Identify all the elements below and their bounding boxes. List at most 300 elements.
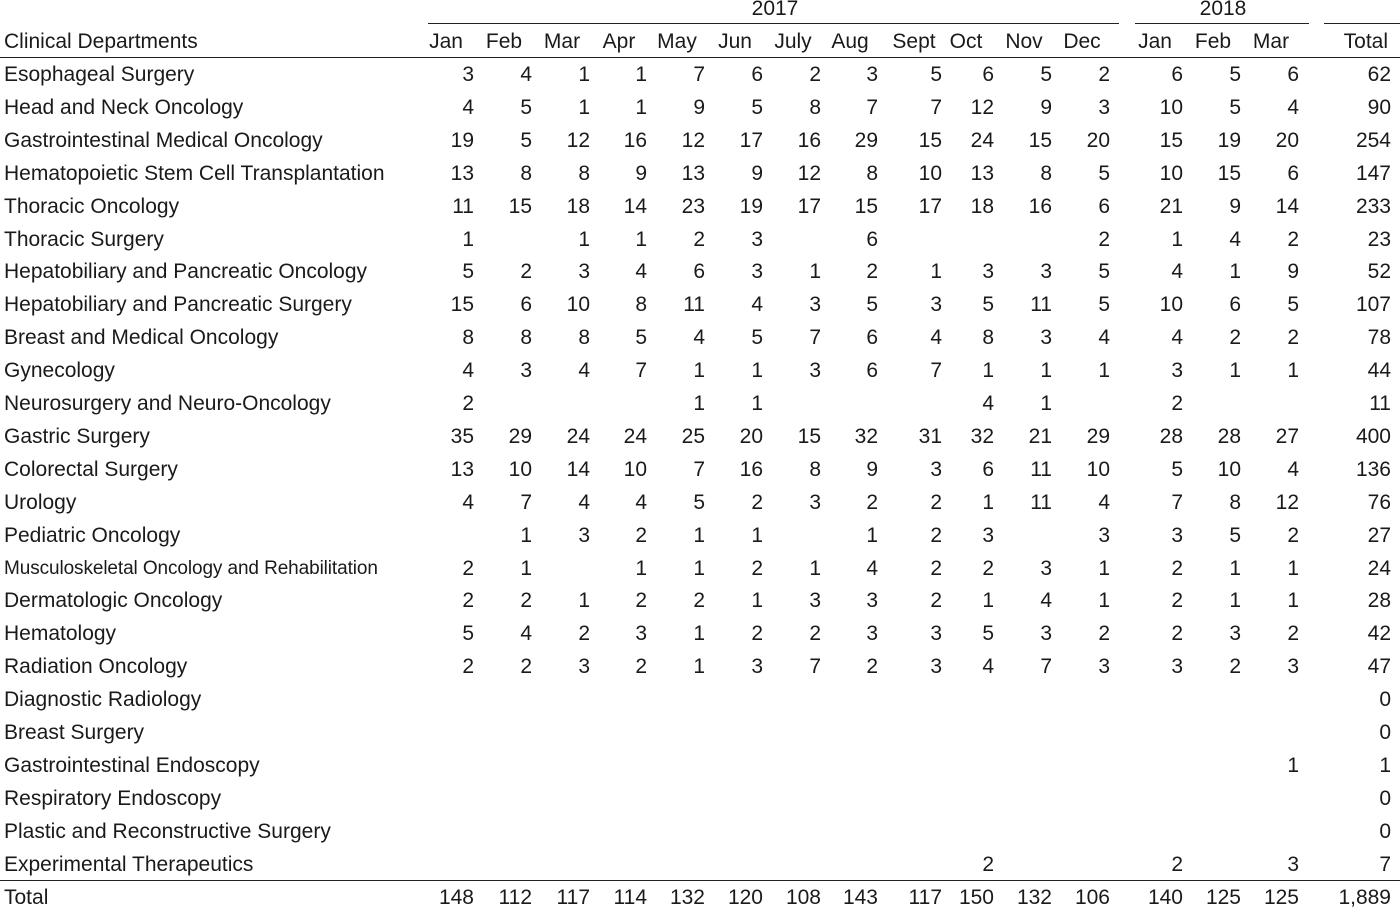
table-cell: 9	[1040, 96, 1052, 119]
table-cell: 1	[693, 359, 705, 382]
table-cell: 7	[866, 96, 878, 119]
table-cell: 3	[809, 359, 821, 382]
table-cell: 32	[970, 425, 994, 448]
table-cell: 17	[797, 195, 821, 218]
table-cell: 3	[866, 63, 878, 86]
department-name: Radiation Oncology	[4, 655, 188, 678]
table-cell: 2	[930, 589, 942, 612]
table-cell: 24	[970, 129, 994, 152]
table-cell: 32	[854, 425, 878, 448]
table-cell: 19	[450, 129, 474, 152]
table-cell: 1	[751, 359, 763, 382]
footer-total-cell: 114	[613, 886, 647, 909]
table-cell: 3	[1040, 326, 1052, 349]
row-total: 400	[1355, 425, 1391, 448]
table-cell: 10	[1159, 96, 1183, 119]
table-cell: 4	[982, 392, 994, 415]
table-cell: 5	[982, 293, 994, 316]
table-cell: 2	[693, 589, 705, 612]
grand-total: 1,889	[1338, 886, 1391, 909]
table-cell: 8	[578, 326, 590, 349]
department-name: Esophageal Surgery	[4, 63, 195, 86]
table-cell: 13	[450, 162, 474, 185]
table-cell: 3	[520, 359, 532, 382]
table-cell: 11	[1030, 458, 1052, 481]
footer-total-cell: 125	[1205, 886, 1241, 909]
column-header-month: Aug	[831, 30, 869, 53]
table-cell: 4	[1040, 589, 1052, 612]
table-cell: 14	[1275, 195, 1299, 218]
table-cell: 13	[450, 458, 474, 481]
row-total: 0	[1379, 688, 1391, 711]
table-cell: 7	[809, 326, 821, 349]
table-cell: 6	[1171, 63, 1183, 86]
table-cell: 5	[1040, 63, 1052, 86]
table-cell: 5	[1229, 524, 1241, 547]
table-cell: 2	[809, 622, 821, 645]
table-cell: 3	[866, 589, 878, 612]
footer-total-cell: 112	[498, 886, 532, 909]
table-cell: 8	[635, 293, 647, 316]
column-header-month: Apr	[602, 30, 636, 53]
table-cell: 2	[1098, 63, 1110, 86]
row-total: 52	[1367, 260, 1391, 283]
table-cell: 1	[982, 491, 994, 514]
table-cell: 1	[1098, 557, 1110, 580]
row-total: 24	[1367, 557, 1391, 580]
table-cell: 1	[1229, 589, 1241, 612]
table-cell: 6	[520, 293, 532, 316]
table-cell: 5	[1098, 260, 1110, 283]
table-cell: 15	[1159, 129, 1183, 152]
table-cell: 3	[809, 491, 821, 514]
row-total: 47	[1367, 655, 1391, 678]
row-total: 1	[1379, 754, 1391, 777]
table-cell: 2	[520, 655, 532, 678]
table-cell: 6	[866, 326, 878, 349]
table-cell: 1	[930, 260, 942, 283]
table-cell: 1	[1098, 589, 1110, 612]
department-name: Respiratory Endoscopy	[4, 787, 222, 810]
table-cell: 15	[918, 129, 942, 152]
table-cell: 3	[578, 655, 590, 678]
table-cell: 3	[982, 260, 994, 283]
table-cell: 2	[1287, 228, 1299, 251]
column-header-month: Jan	[1138, 30, 1172, 53]
table-cell: 31	[918, 425, 942, 448]
table-cell: 6	[982, 63, 994, 86]
footer-total-cell: 132	[1016, 886, 1052, 909]
department-name: Urology	[4, 491, 77, 514]
table-cell: 9	[1287, 260, 1299, 283]
table-cell: 8	[578, 162, 590, 185]
table-cell: 35	[450, 425, 474, 448]
table-cell: 2	[462, 557, 474, 580]
table-cell: 2	[866, 491, 878, 514]
column-header-month: May	[657, 30, 697, 53]
table-cell: 4	[982, 655, 994, 678]
table-cell: 15	[854, 195, 878, 218]
table-cell: 10	[623, 458, 647, 481]
table-cell: 8	[1229, 491, 1241, 514]
row-total: 27	[1367, 524, 1391, 547]
table-cell: 15	[797, 425, 821, 448]
table-cell: 3	[1098, 524, 1110, 547]
table-cell: 4	[462, 359, 474, 382]
table-cell: 28	[1217, 425, 1241, 448]
table-cell: 12	[566, 129, 590, 152]
table-cell: 2	[1171, 392, 1183, 415]
table-cell: 15	[508, 195, 532, 218]
table-cell: 3	[930, 458, 942, 481]
table-cell: 1	[982, 589, 994, 612]
row-total: 233	[1355, 195, 1391, 218]
table-cell: 3	[751, 228, 763, 251]
table-cell: 8	[520, 162, 532, 185]
table-cell: 3	[809, 589, 821, 612]
table-cell: 2	[462, 392, 474, 415]
table-cell: 2	[1171, 853, 1183, 876]
table-cell: 2	[751, 557, 763, 580]
column-header-month: Sept	[892, 30, 936, 53]
table-cell: 10	[1086, 458, 1110, 481]
table-cell: 3	[1040, 622, 1052, 645]
table-cell: 6	[751, 63, 763, 86]
column-header-department: Clinical Departments	[4, 30, 198, 53]
table-cell: 1	[693, 524, 705, 547]
column-header-month: July	[774, 30, 812, 53]
table-cell: 6	[866, 228, 878, 251]
table-cell: 1	[693, 392, 705, 415]
table-cell: 29	[854, 129, 878, 152]
department-name: Hematology	[4, 622, 117, 645]
table-cell: 12	[1275, 491, 1299, 514]
table-cell: 20	[1275, 129, 1299, 152]
table-cell: 5	[1171, 458, 1183, 481]
table-cell: 7	[693, 458, 705, 481]
table-cell: 2	[930, 524, 942, 547]
table-cell: 2	[578, 622, 590, 645]
table-cell: 4	[635, 491, 647, 514]
table-cell: 9	[635, 162, 647, 185]
table-cell: 3	[462, 63, 474, 86]
table-cell: 3	[1171, 359, 1183, 382]
table-cell: 1	[635, 228, 647, 251]
footer-total-cell: 108	[785, 886, 821, 909]
table-cell: 11	[1030, 293, 1052, 316]
table-cell: 4	[693, 326, 705, 349]
footer-label: Total	[4, 886, 49, 909]
department-name: Hematopoietic Stem Cell Transplantation	[4, 162, 385, 185]
department-name: Gastrointestinal Medical Oncology	[4, 129, 323, 152]
table-cell: 16	[623, 129, 647, 152]
table-cell: 5	[1229, 63, 1241, 86]
footer-total-cell: 120	[727, 886, 763, 909]
department-name: Musculoskeletal Oncology and Rehabilitation	[4, 558, 378, 579]
table-cell: 2	[982, 557, 994, 580]
row-total: 23	[1367, 228, 1391, 251]
year-2018-heading: 2018	[1199, 0, 1247, 20]
table-cell: 8	[809, 96, 821, 119]
row-total: 254	[1355, 129, 1391, 152]
table-cell: 3	[930, 622, 942, 645]
table-cell: 1	[635, 63, 647, 86]
row-total: 28	[1367, 589, 1391, 612]
table-cell: 24	[623, 425, 647, 448]
table-cell: 12	[681, 129, 705, 152]
row-total: 76	[1367, 491, 1391, 514]
table-cell: 9	[1229, 195, 1241, 218]
table-cell: 9	[751, 162, 763, 185]
row-total: 147	[1355, 162, 1391, 185]
table-cell: 2	[751, 622, 763, 645]
table-cell: 3	[1098, 96, 1110, 119]
row-total: 107	[1355, 293, 1391, 316]
department-name: Gastrointestinal Endoscopy	[4, 754, 260, 777]
department-name: Pediatric Oncology	[4, 524, 181, 547]
department-name: Gastric Surgery	[4, 425, 150, 448]
table-cell: 4	[1287, 96, 1299, 119]
table-cell: 4	[751, 293, 763, 316]
table-cell: 1	[1098, 359, 1110, 382]
table-cell: 3	[1040, 260, 1052, 283]
table-cell: 11	[1030, 491, 1052, 514]
department-name: Breast and Medical Oncology	[4, 326, 279, 349]
table-cell: 2	[1229, 326, 1241, 349]
table-cell: 2	[866, 655, 878, 678]
table-cell: 1	[578, 63, 590, 86]
table-cell: 1	[693, 557, 705, 580]
table-cell: 1	[1287, 557, 1299, 580]
table-cell: 4	[578, 491, 590, 514]
table-cell: 16	[739, 458, 763, 481]
year-2018-rule	[1135, 23, 1309, 24]
table-cell: 15	[450, 293, 474, 316]
table-cell: 5	[520, 96, 532, 119]
table-cell: 3	[751, 260, 763, 283]
table-cell: 19	[739, 195, 763, 218]
table-cell: 2	[1098, 622, 1110, 645]
table-cell: 10	[508, 458, 532, 481]
table-cell: 4	[635, 260, 647, 283]
table-cell: 16	[1028, 195, 1052, 218]
table-cell: 2	[462, 655, 474, 678]
table-cell: 29	[1086, 425, 1110, 448]
table-cell: 28	[1159, 425, 1183, 448]
table-cell: 1	[520, 524, 532, 547]
table-cell: 1	[578, 228, 590, 251]
table-cell: 1	[1287, 754, 1299, 777]
table-cell: 5	[751, 96, 763, 119]
table-cell: 2	[462, 589, 474, 612]
table-cell: 12	[970, 96, 994, 119]
row-total: 90	[1367, 96, 1391, 119]
footer-total-cell: 140	[1147, 886, 1183, 909]
table-cell: 1	[1229, 260, 1241, 283]
table-cell: 2	[1098, 228, 1110, 251]
table-cell: 7	[1040, 655, 1052, 678]
row-total: 62	[1367, 63, 1391, 86]
row-total: 0	[1379, 820, 1391, 843]
table-cell: 3	[1229, 622, 1241, 645]
table-cell: 2	[635, 524, 647, 547]
row-total: 136	[1355, 458, 1391, 481]
row-total: 11	[1369, 392, 1391, 415]
table-cell: 1	[1040, 392, 1052, 415]
table-cell: 24	[566, 425, 590, 448]
table-cell: 5	[520, 129, 532, 152]
table-cell: 3	[751, 655, 763, 678]
table-cell: 4	[1287, 458, 1299, 481]
table-cell: 14	[566, 458, 590, 481]
row-total: 42	[1367, 622, 1391, 645]
table-cell: 2	[1287, 622, 1299, 645]
table-cell: 21	[1159, 195, 1183, 218]
table-cell: 3	[578, 524, 590, 547]
table-cell: 27	[1275, 425, 1299, 448]
table-cell: 10	[1159, 162, 1183, 185]
table-cell: 11	[683, 293, 705, 316]
footer-total-cell: 117	[556, 886, 590, 909]
table-cell: 1	[1229, 557, 1241, 580]
year-2017-rule	[428, 23, 1119, 24]
table-cell: 12	[797, 162, 821, 185]
table-cell: 5	[866, 293, 878, 316]
department-name: Breast Surgery	[4, 721, 145, 744]
table-cell: 29	[508, 425, 532, 448]
table-cell: 4	[520, 622, 532, 645]
table-cell: 1	[635, 96, 647, 119]
table-cell: 15	[1028, 129, 1052, 152]
table-cell: 2	[1171, 589, 1183, 612]
table-cell: 2	[520, 260, 532, 283]
table-cell: 2	[930, 557, 942, 580]
table-cell: 8	[462, 326, 474, 349]
table-cell: 1	[751, 589, 763, 612]
table-cell: 3	[578, 260, 590, 283]
total-column-rule	[1324, 23, 1400, 24]
table-cell: 10	[1159, 293, 1183, 316]
table-cell: 3	[635, 622, 647, 645]
table-cell: 16	[797, 129, 821, 152]
table-cell: 4	[462, 96, 474, 119]
table-cell: 4	[1098, 491, 1110, 514]
table-cell: 3	[1287, 655, 1299, 678]
department-name: Experimental Therapeutics	[4, 853, 254, 876]
table-cell: 4	[520, 63, 532, 86]
table-cell: 6	[1287, 63, 1299, 86]
table-cell: 1	[693, 622, 705, 645]
table-cell: 6	[866, 359, 878, 382]
table-cell: 3	[1171, 655, 1183, 678]
table-cell: 1	[982, 359, 994, 382]
row-total: 7	[1379, 853, 1391, 876]
table-cell: 6	[1098, 195, 1110, 218]
table-cell: 7	[1171, 491, 1183, 514]
table-cell: 1	[1171, 228, 1183, 251]
row-total: 0	[1379, 721, 1391, 744]
table-cell: 3	[982, 524, 994, 547]
table-cell: 5	[1098, 162, 1110, 185]
column-header-month: Feb	[485, 30, 523, 53]
table-cell: 3	[1171, 524, 1183, 547]
footer-total-cell: 117	[908, 886, 942, 909]
footer-total-cell: 148	[438, 886, 474, 909]
table-cell: 2	[866, 260, 878, 283]
table-cell: 1	[1040, 359, 1052, 382]
table-cell: 4	[1098, 326, 1110, 349]
department-name: Thoracic Surgery	[4, 228, 164, 251]
column-header-total: Total	[1343, 30, 1388, 53]
column-header-month: Nov	[1005, 30, 1043, 53]
table-cell: 18	[970, 195, 994, 218]
table-cell: 8	[866, 162, 878, 185]
table-cell: 6	[1287, 162, 1299, 185]
table-cell: 2	[520, 589, 532, 612]
footer-total-cell: 150	[958, 886, 994, 909]
table-cell: 3	[930, 655, 942, 678]
table-cell: 2	[982, 853, 994, 876]
table-cell: 10	[1217, 458, 1241, 481]
table-cell: 1	[1287, 589, 1299, 612]
table-cell: 7	[930, 359, 942, 382]
table-cell: 8	[982, 326, 994, 349]
table-cell: 4	[462, 491, 474, 514]
table-cell: 25	[681, 425, 705, 448]
table-cell: 1	[809, 557, 821, 580]
table-cell: 7	[635, 359, 647, 382]
department-name: Diagnostic Radiology	[4, 688, 202, 711]
table-cell: 2	[1287, 326, 1299, 349]
table-cell: 4	[1171, 260, 1183, 283]
table-cell: 5	[1287, 293, 1299, 316]
column-header-month: Dec	[1063, 30, 1101, 53]
table-cell: 5	[693, 491, 705, 514]
table-cell: 5	[1098, 293, 1110, 316]
table-cell: 10	[918, 162, 942, 185]
year-2017-heading: 2017	[751, 0, 799, 20]
table-cell: 3	[930, 293, 942, 316]
table-cell: 5	[635, 326, 647, 349]
table-cell: 7	[693, 63, 705, 86]
table-cell: 2	[751, 491, 763, 514]
table-cell: 2	[1229, 655, 1241, 678]
table-cell: 11	[452, 195, 474, 218]
table-cell: 20	[739, 425, 763, 448]
table-cell: 2	[635, 589, 647, 612]
table-cell: 1	[635, 557, 647, 580]
row-total: 0	[1379, 787, 1391, 810]
row-total: 78	[1367, 326, 1391, 349]
table-cell: 3	[1287, 853, 1299, 876]
table-cell: 1	[1287, 359, 1299, 382]
table-cell: 7	[520, 491, 532, 514]
table-cell: 19	[1217, 129, 1241, 152]
table-cell: 17	[739, 129, 763, 152]
department-name: Head and Neck Oncology	[4, 96, 244, 119]
column-header-month: Oct	[949, 30, 983, 53]
column-header-month: Mar	[1252, 30, 1290, 53]
table-cell: 5	[462, 622, 474, 645]
table-cell: 10	[566, 293, 590, 316]
table-cell: 6	[982, 458, 994, 481]
table-cell: 1	[751, 524, 763, 547]
table-cell: 14	[623, 195, 647, 218]
column-header-month: Jun	[718, 30, 752, 53]
table-cell: 5	[462, 260, 474, 283]
table-cell: 1	[578, 96, 590, 119]
footer-total-cell: 125	[1263, 886, 1299, 909]
